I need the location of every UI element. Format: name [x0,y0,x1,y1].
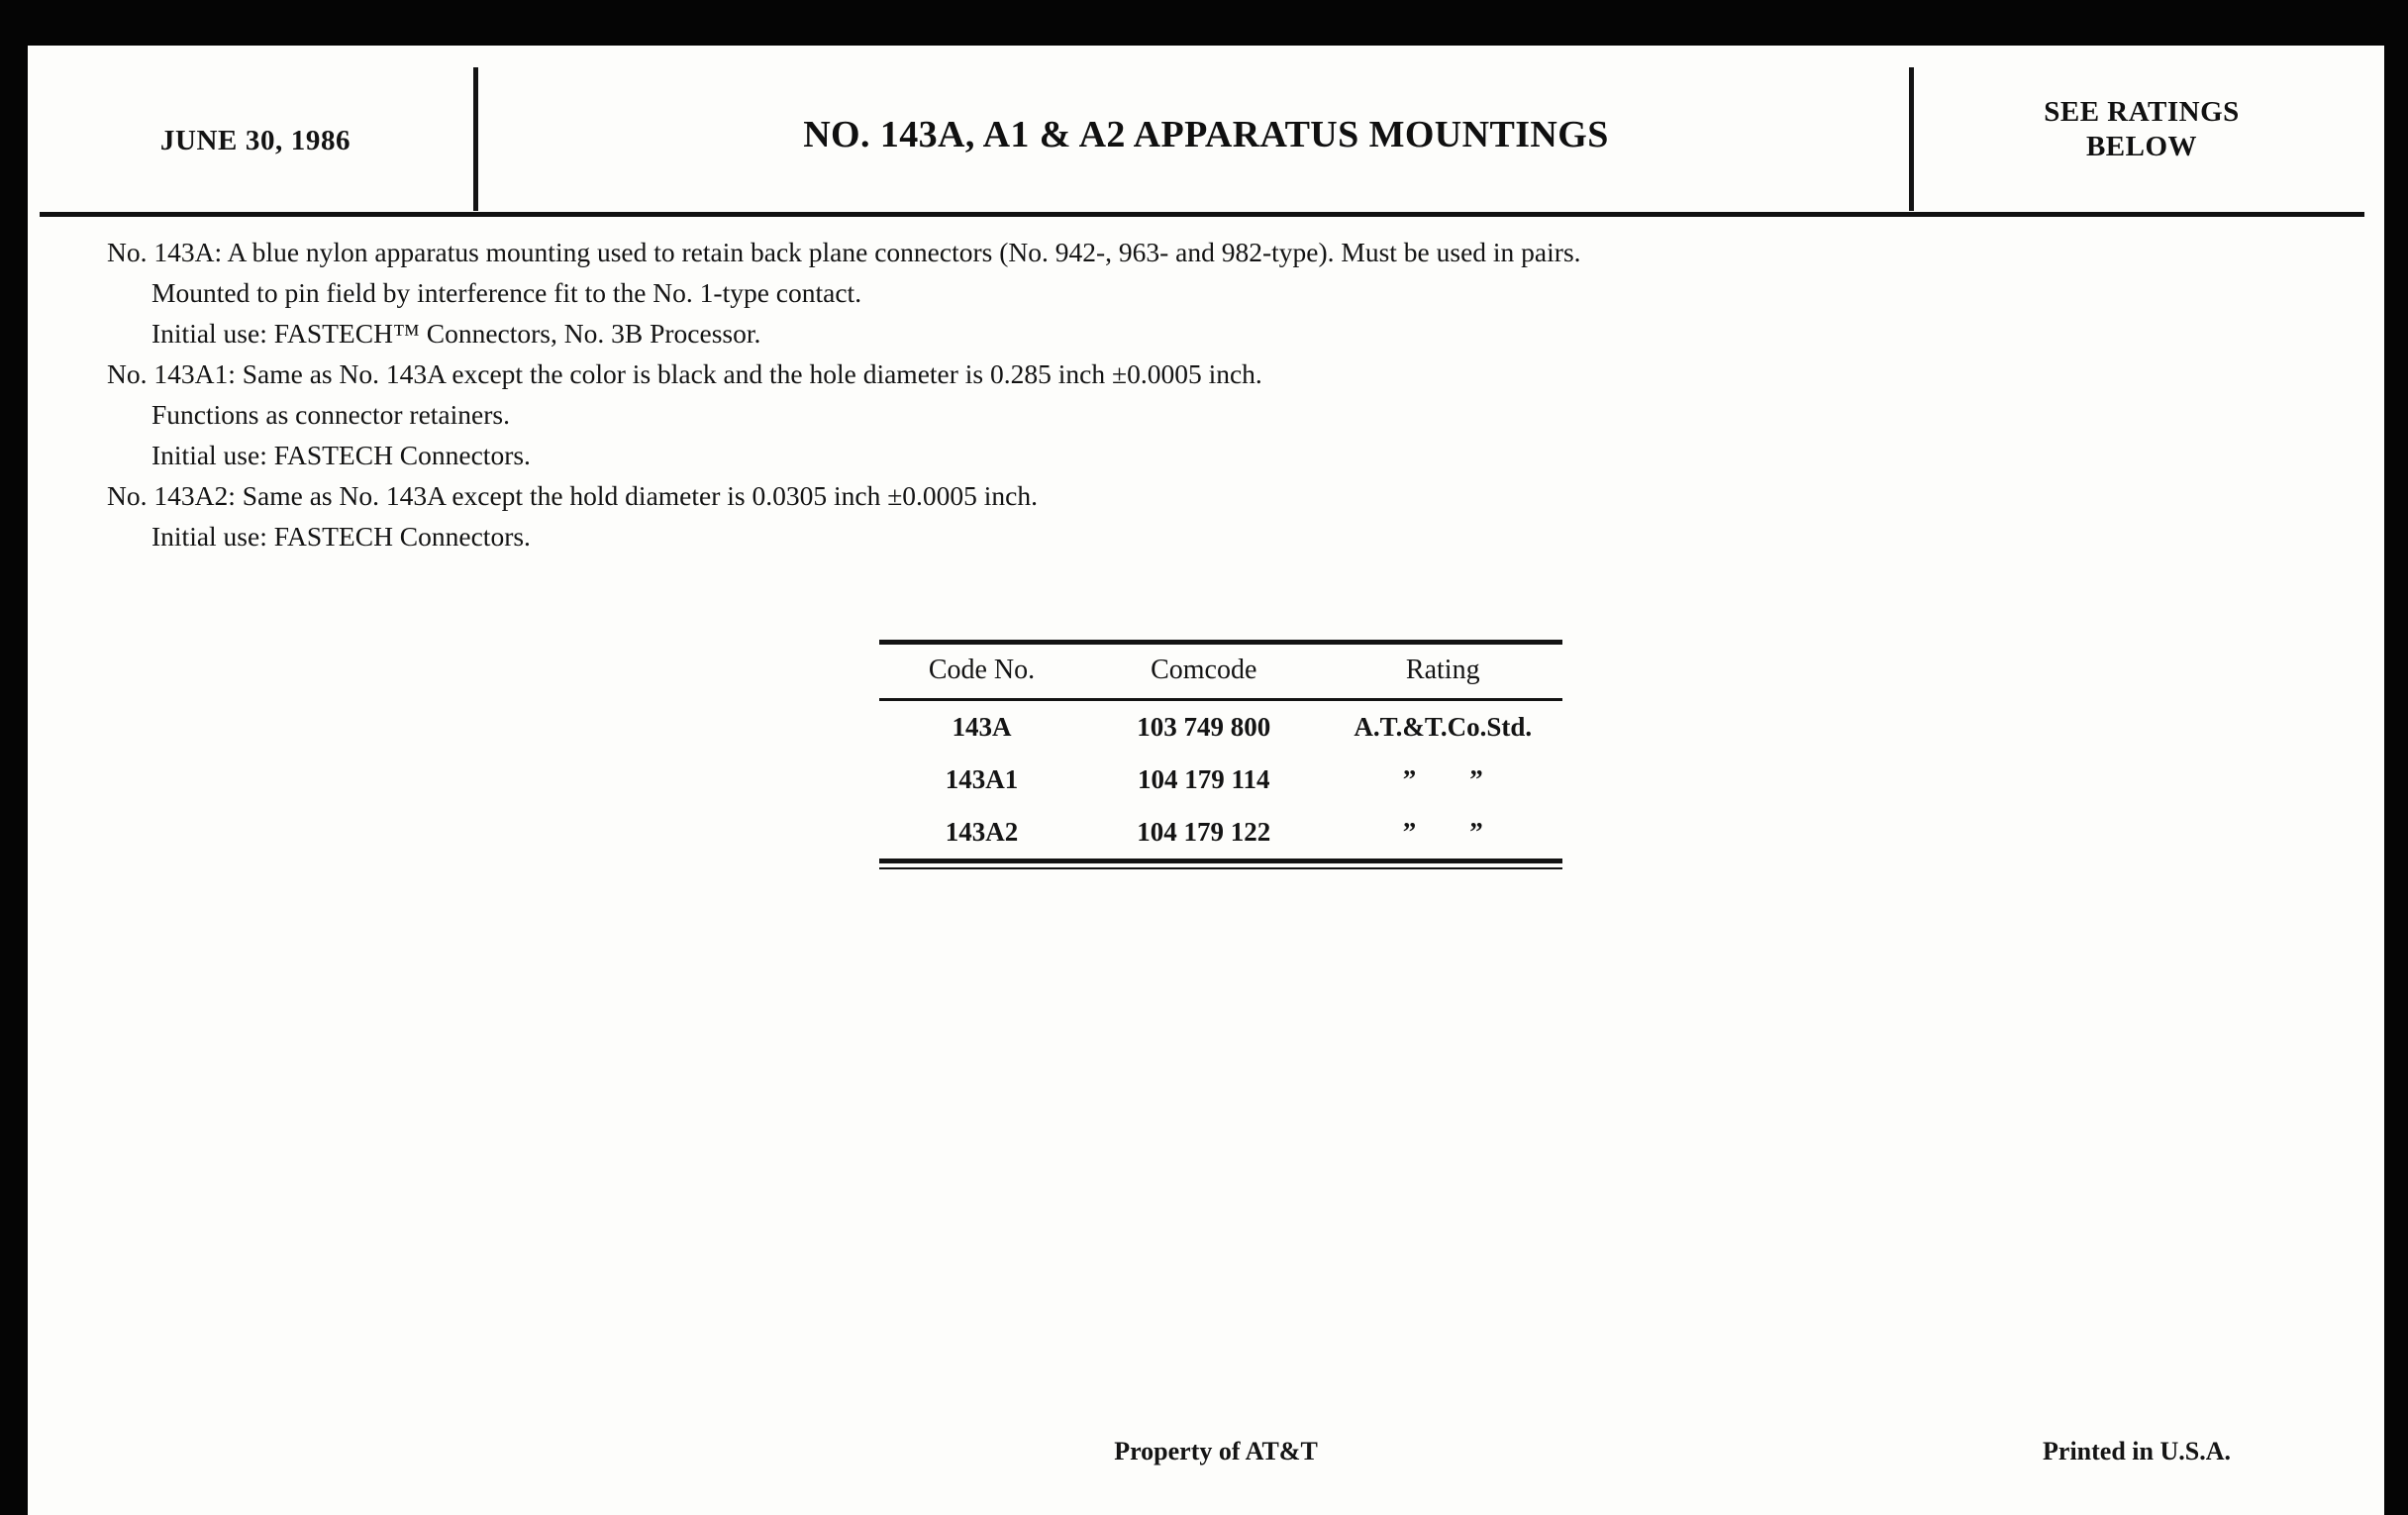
body-line: No. 143A2: Same as No. 143A except the hold diameter is 0.0305 inch ±0.0005 inch. [107,480,1039,511]
body-line: Functions as connector retainers. [151,399,510,430]
body-line: Mounted to pin field by interference fit to the No. 1-type contact. [151,277,862,308]
cell-code-no: 143A1 [945,764,1019,794]
header-divider-right [1909,67,1914,211]
scan-edge-top [0,0,2408,46]
ratings-table-grid [879,645,1562,698]
table-header-row [879,645,1562,698]
header-date: JUNE 30, 1986 [159,125,351,156]
document-sheet [28,46,2384,1515]
table-rule-bottom-thin [879,867,1562,869]
body-line: No. 143A: A blue nylon apparatus mounting used to retain back plane connectors (No. 942-, 963- and 982-type). Must be used in pairs. [107,237,1581,267]
cell-code-no: 143A [952,712,1012,742]
header-ratings-note-line2: BELOW [2085,131,2198,163]
body-line: Initial use: FASTECH Connectors. [151,521,531,552]
body-line: No. 143A1: Same as No. 143A except the color is black and the hole diameter is 0.285 inch ±0.0005 inch. [107,358,1262,389]
table-row [879,701,1562,754]
scan-edge-right [2384,0,2408,1515]
ratings-table-body [879,701,1562,858]
header-ratings-note [1924,95,2359,165]
header-rule [40,212,2364,217]
footer-property: Property of AT&T [1114,1437,1318,1465]
cell-comcode: 103 749 800 [1137,712,1271,742]
body-line: Initial use: FASTECH™ Connectors, No. 3B Processor. [151,318,761,349]
cell-comcode: 104 179 114 [1137,764,1270,794]
column-header-comcode: Comcode [1151,655,1257,685]
header-ratings-note-line1: SEE RATINGS [2044,96,2240,128]
column-header-rating: Rating [1405,655,1480,685]
cell-rating: ” ” [1402,764,1483,794]
cell-code-no: 143A2 [945,817,1019,847]
table-row [879,806,1562,858]
ratings-table [879,640,1562,869]
body-text-block [107,232,2285,556]
page-header [28,46,2384,204]
table-rule-bottom-thick [879,858,1562,863]
cell-rating: ” ” [1402,817,1483,847]
scan-edge-left [0,0,28,1515]
footer-printed-in: Printed in U.S.A. [2043,1437,2231,1465]
header-divider-left [473,67,478,211]
cell-rating: A.T.&T.Co.Std. [1354,712,1533,742]
cell-comcode: 104 179 122 [1137,817,1271,847]
body-line: Initial use: FASTECH Connectors. [151,440,531,470]
page-title: NO. 143A, A1 & A2 APPARATUS MOUNTINGS [803,114,1609,155]
column-header-code-no: Code No. [928,655,1036,685]
table-row [879,754,1562,806]
